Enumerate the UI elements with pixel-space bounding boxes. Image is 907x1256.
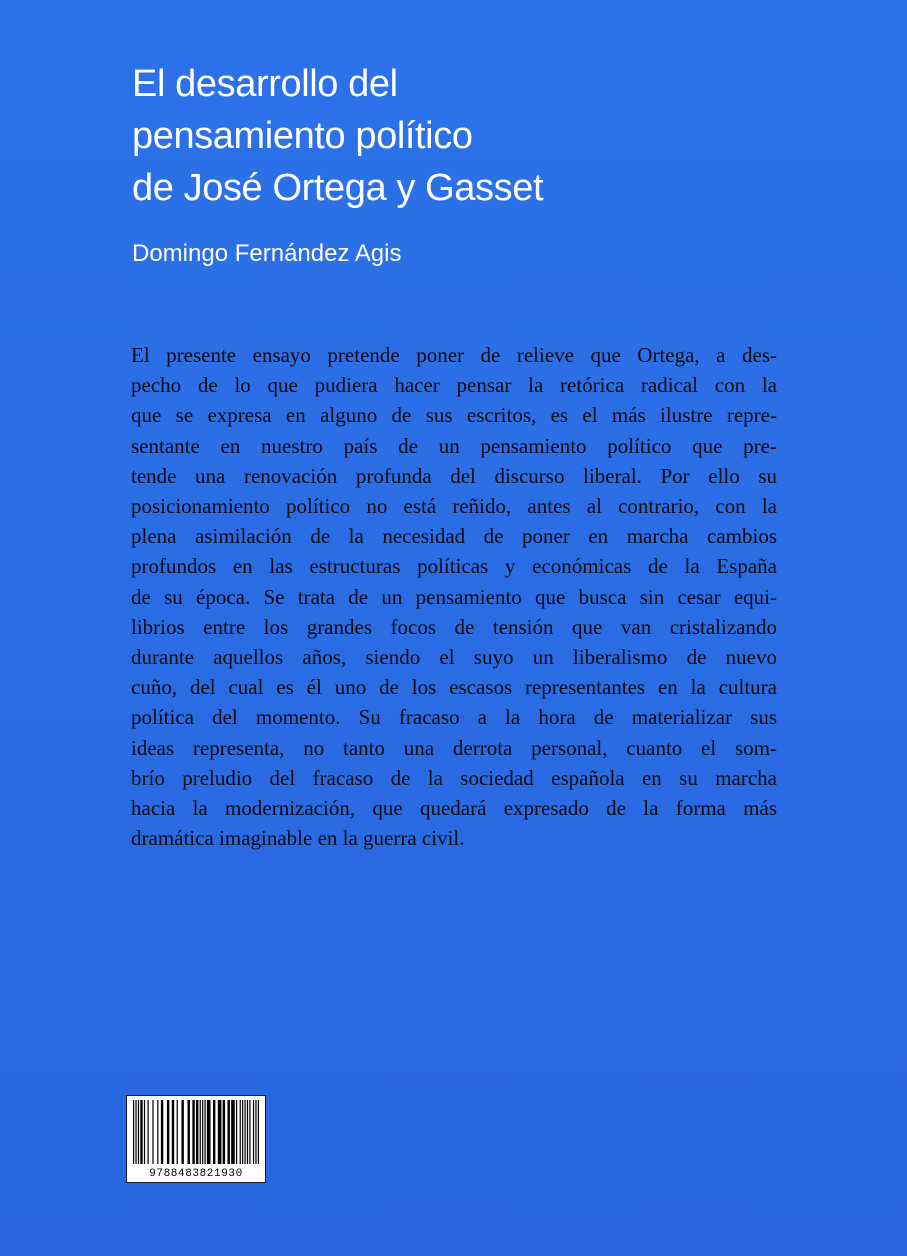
barcode-bar (258, 1100, 259, 1164)
barcode-bar (244, 1100, 245, 1164)
barcode-bar (207, 1100, 211, 1164)
barcode-bar (188, 1100, 190, 1164)
barcode-bar (213, 1100, 215, 1164)
blurb-paragraph (131, 340, 777, 853)
barcode-bar (231, 1100, 235, 1164)
blurb-line: política del momento. Su fracaso a la hora de materializar sus (131, 705, 777, 730)
blurb-line: durante aquellos años, siendo el suyo un liberalismo de nuevo (131, 645, 777, 670)
barcode-bar (240, 1100, 241, 1164)
barcode-bar (247, 1100, 248, 1164)
barcode-bar (172, 1100, 174, 1164)
barcode-bar (133, 1100, 134, 1164)
barcode-bar (236, 1100, 237, 1164)
blurb-line: ideas representa, no tanto una derrota personal, cuanto el som- (131, 735, 777, 760)
barcode-bar (202, 1100, 203, 1164)
author-name: Domingo Fernández Agis (132, 240, 402, 267)
blurb-line: librios entre los grandes focos de tensión que van cristalizando (131, 614, 777, 639)
blurb-line: profundos en las estructuras políticas y económicas de la España (131, 554, 777, 579)
blurb-line: hacia la modernización, que quedará expresado de la forma más (131, 796, 777, 821)
title-line-1: El desarrollo del (132, 63, 398, 105)
blurb-line: cuño, del cual es él uno de los escasos representantes en la cultura (131, 675, 777, 700)
barcode-bar (177, 1100, 178, 1164)
barcode-bar (152, 1100, 153, 1164)
barcode-bar (138, 1100, 139, 1164)
barcode-bar (144, 1100, 145, 1164)
title-line-3: de José Ortega y Gasset (132, 167, 544, 209)
barcode-bar (200, 1100, 201, 1164)
barcode-bar (181, 1100, 183, 1164)
isbn-barcode (126, 1095, 266, 1183)
barcode-bar (204, 1100, 205, 1164)
barcode-bar (167, 1100, 169, 1164)
barcode-bar (161, 1100, 163, 1164)
barcode-bar (223, 1100, 225, 1164)
book-title (132, 58, 832, 214)
barcode-bar (253, 1100, 254, 1164)
barcode-bar (140, 1100, 142, 1164)
blurb-line: plena asimilación de la necesidad de poner en marcha cambios (131, 524, 777, 549)
blurb-line: de su época. Se trata de un pensamiento que busca sin cesar equi- (131, 584, 777, 609)
blurb-line: brío preludio del fracaso de la sociedad española en su marcha (131, 765, 777, 790)
barcode-bar (148, 1100, 149, 1164)
barcode-bar (218, 1100, 222, 1164)
barcode-bar (192, 1100, 194, 1164)
blurb-line: El presente ensayo pretende poner de relieve que Ortega, a des- (131, 343, 777, 367)
isbn-number: 9788483821930 (149, 1168, 243, 1180)
title-line-2: pensamiento político (132, 115, 473, 157)
blurb-line: que se expresa en alguno de sus escritos, es el más ilustre repre- (131, 403, 777, 428)
barcode-bar (255, 1100, 256, 1164)
barcode-bars (131, 1100, 261, 1166)
barcode-bar (196, 1100, 198, 1164)
blurb-line: sentante en nuestro país de un pensamiento político que pre- (131, 433, 777, 458)
barcode-bar (157, 1100, 158, 1164)
barcode-bar (242, 1100, 243, 1164)
blurb-line: dramática imaginable en la guerra civil. (131, 826, 465, 851)
barcode-bar (249, 1100, 250, 1164)
blurb-line: tende una renovación profunda del discurso liberal. Por ello su (131, 463, 777, 488)
barcode-bar (135, 1100, 136, 1164)
blurb-line: posicionamiento político no está reñido, antes al contrario, con la (131, 494, 777, 519)
barcode-bar (228, 1100, 230, 1164)
blurb-line: pecho de lo que pudiera hacer pensar la retórica radical con la (131, 373, 777, 398)
